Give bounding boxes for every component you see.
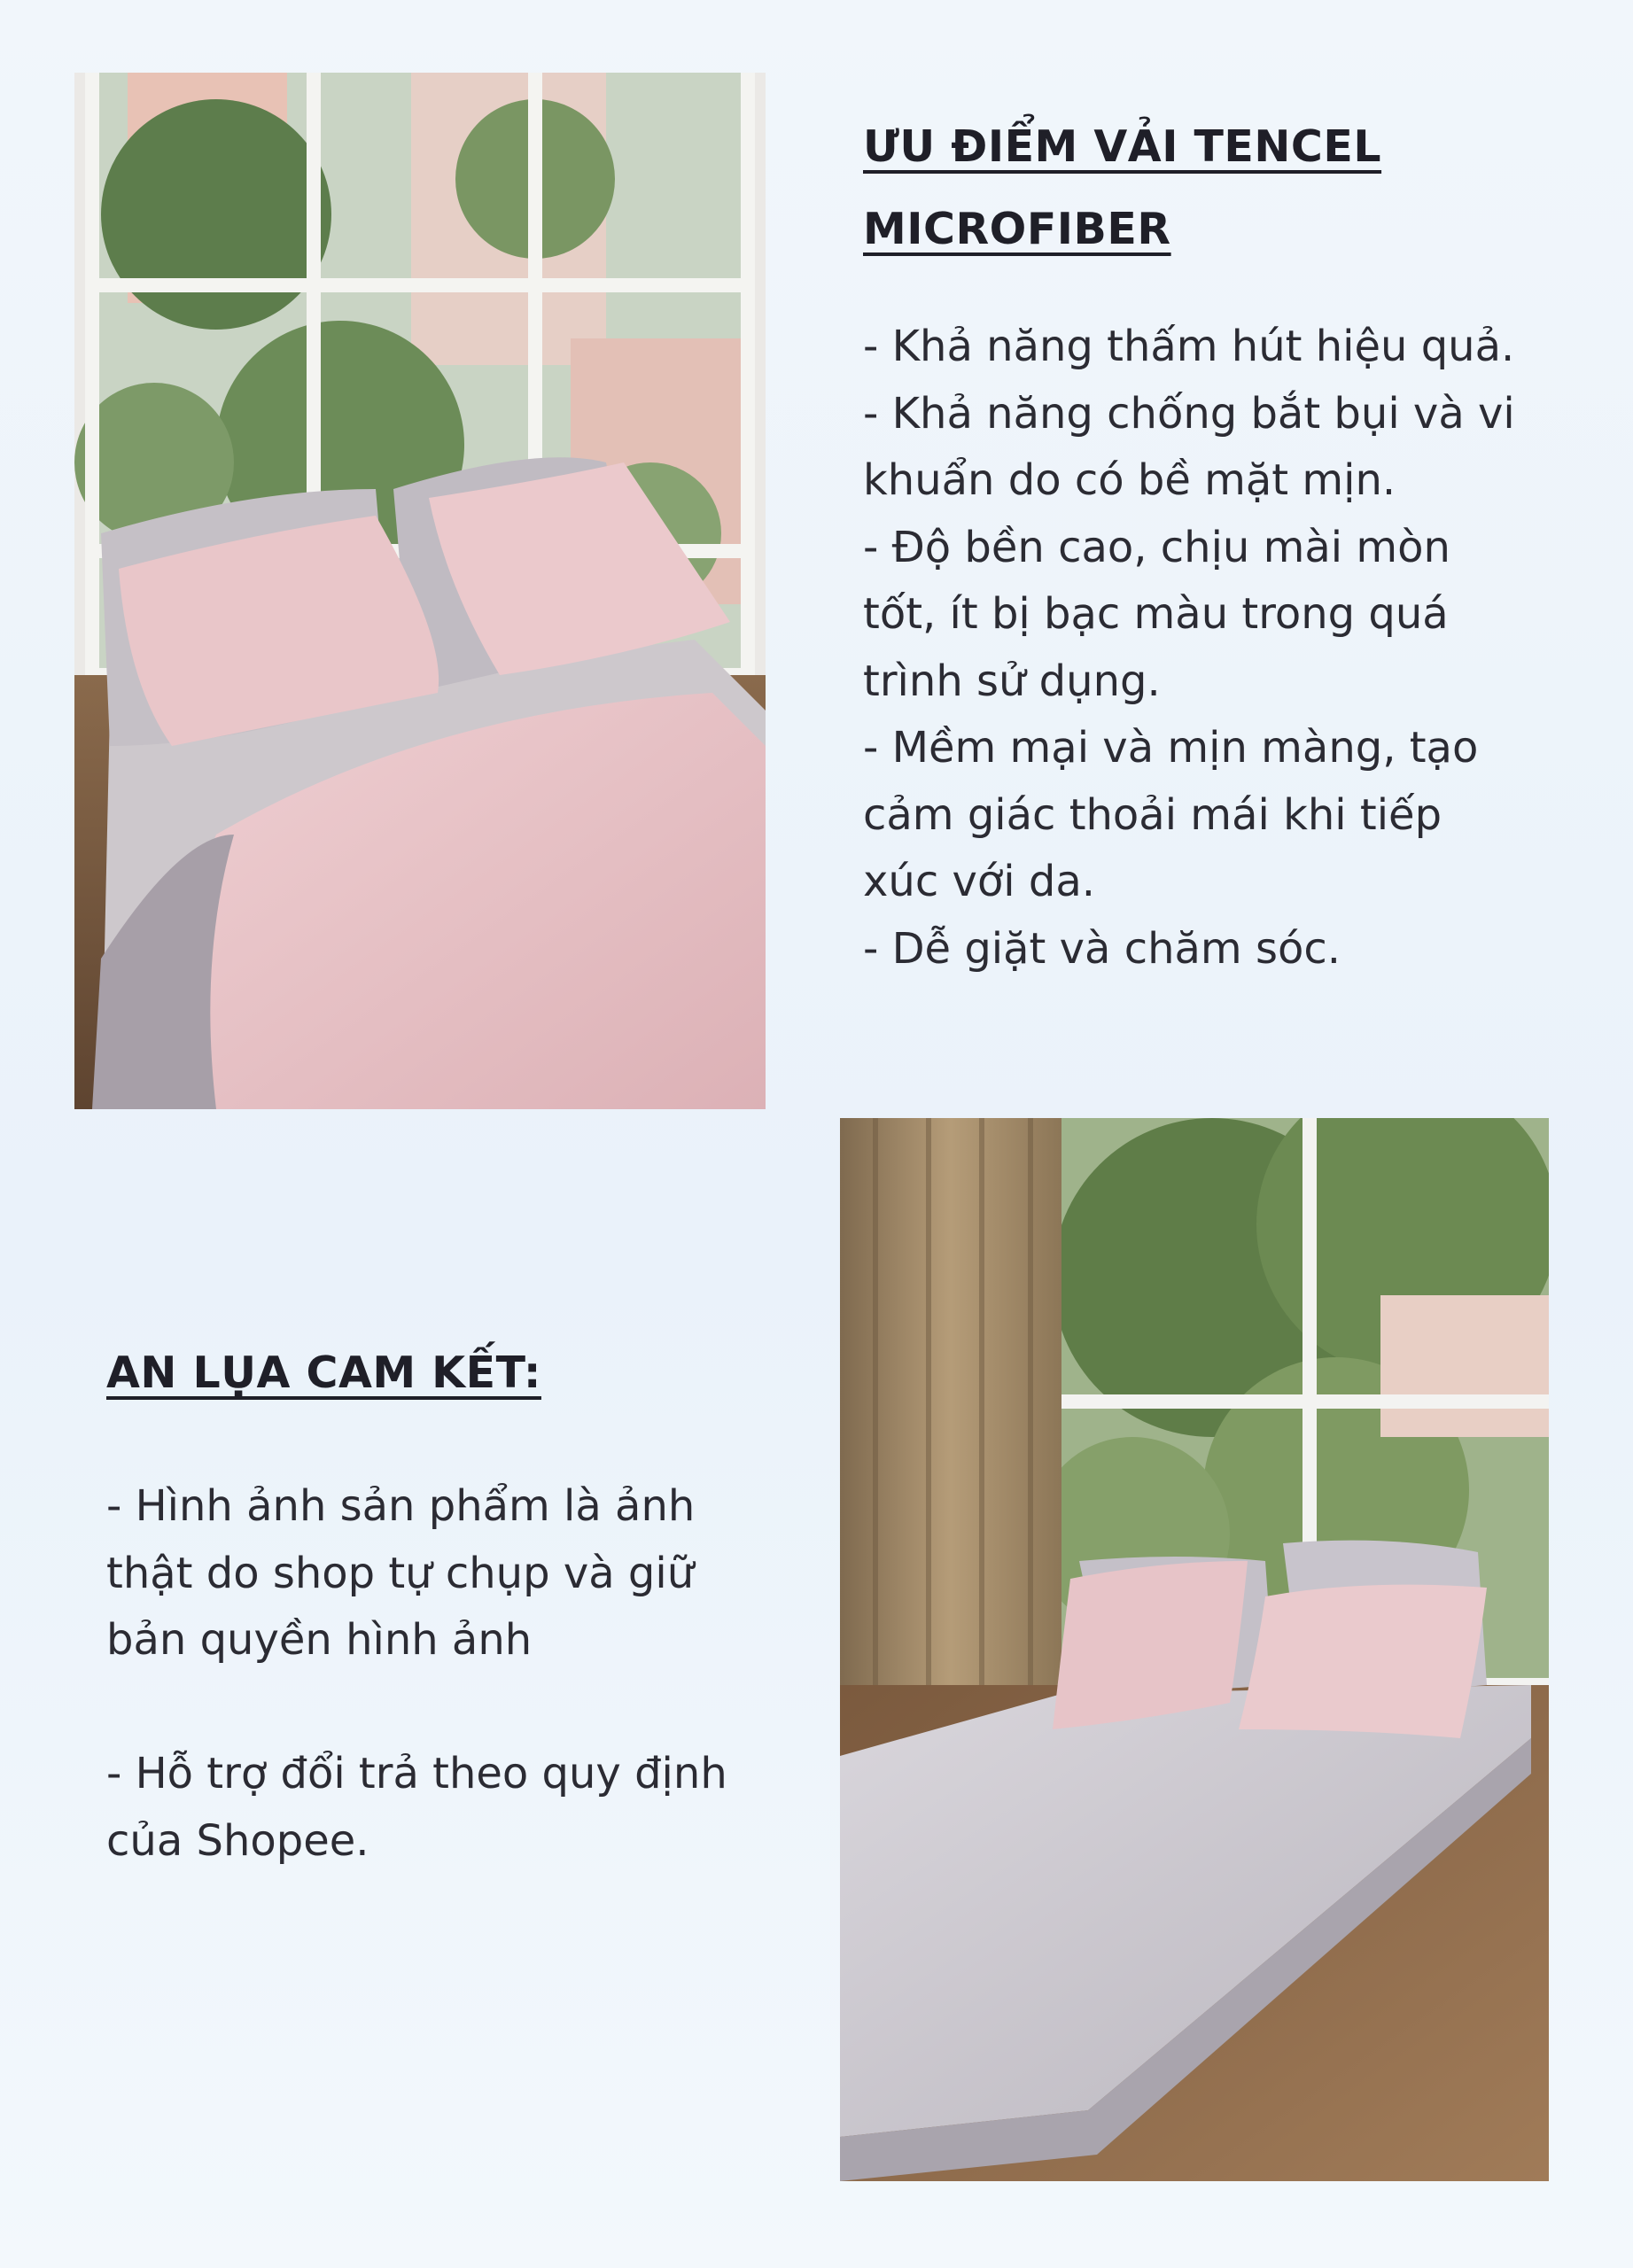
advantage-line: - Khả năng chống bắt bụi và vi	[863, 388, 1515, 439]
bedroom-photo-grey-mattress	[840, 1118, 1549, 2181]
commitment-heading: AN LỤA CAM KẾT:	[106, 1348, 541, 1398]
advantage-line: xúc với da.	[863, 857, 1095, 906]
commitment-list	[106, 1473, 815, 1875]
advantage-line: tốt, ít bị bạc màu trong quá	[863, 589, 1449, 639]
tencel-advantages-heading	[863, 105, 1590, 270]
commitment-line: - Hình ảnh sản phẩm là ảnh	[106, 1481, 696, 1531]
advantage-line: - Độ bền cao, chịu mài mòn	[863, 522, 1450, 572]
tencel-advantages-list	[863, 314, 1598, 983]
bedroom-photo-illustration	[74, 73, 766, 1109]
commitment-line: thật do shop tự chụp và giữ	[106, 1548, 695, 1598]
commitment-spacer	[106, 1674, 815, 1742]
commitment-line: của Shopee.	[106, 1815, 369, 1866]
advantage-line: khuẩn do có bề mặt mịn.	[863, 455, 1396, 505]
advantage-line: trình sử dụng.	[863, 656, 1161, 706]
advantage-line: - Mềm mại và mịn màng, tạo	[863, 723, 1479, 773]
heading-line: ƯU ĐIỂM VẢI TENCEL	[863, 121, 1382, 172]
commitment-line: - Hỗ trợ đổi trả theo quy định	[106, 1749, 727, 1798]
advantage-line: - Dễ giặt và chăm sóc.	[863, 923, 1341, 974]
heading-line: MICROFIBER	[863, 204, 1171, 254]
commitment-line: bản quyền hình ảnh	[106, 1615, 533, 1665]
advantage-line: cảm giác thoải mái khi tiếp	[863, 789, 1442, 840]
bedroom-photo-pink-bedding	[74, 73, 766, 1109]
mattress-photo-illustration	[840, 1118, 1549, 2181]
advantage-line: - Khả năng thấm hút hiệu quả.	[863, 322, 1515, 371]
